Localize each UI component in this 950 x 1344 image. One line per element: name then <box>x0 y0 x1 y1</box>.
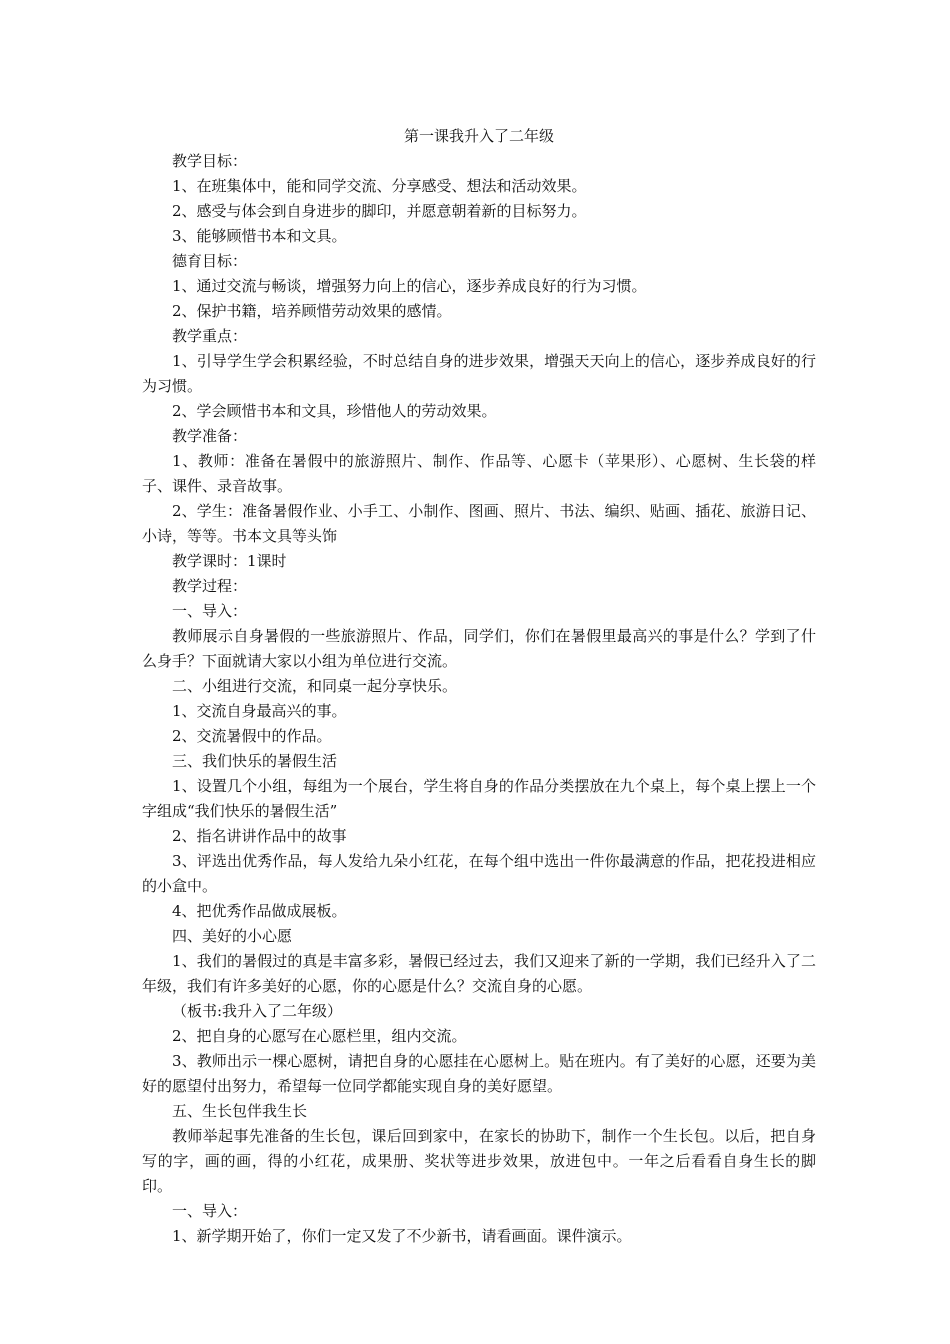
document-title: 第一课我升入了二年级 <box>403 127 554 145</box>
paragraph: 二、小组进行交流，和同桌一起分享快乐。 <box>172 677 458 695</box>
paragraph: （板书:我升入了二年级） <box>172 1002 343 1020</box>
paragraph: 教学过程： <box>172 577 248 595</box>
paragraph: 1、教师：准备在暑假中的旅游照片、制作、作品等、心愿卡（苹果形）、心愿树、生长袋的样子、课件、录音故事。 <box>142 452 816 495</box>
paragraph: 1、交流自身最高兴的事。 <box>172 702 347 720</box>
paragraph: 德育目标： <box>172 252 248 270</box>
paragraph: 3、能够顾惜书本和文具。 <box>172 227 347 245</box>
paragraph: 3、教师出示一棵心愿树，请把自身的心愿挂在心愿树上。贴在班内。有了美好的心愿，还要为美好的愿望付出努力，希望每一位同学都能实现自身的美好愿望。 <box>142 1052 816 1095</box>
paragraph: 一、导入： <box>172 602 248 620</box>
paragraph: 1、通过交流与畅谈，增强努力向上的信心，逐步养成良好的行为习惯。 <box>172 277 647 295</box>
paragraph: 一、导入： <box>172 1202 248 1220</box>
paragraph: 1、在班集体中，能和同学交流、分享感受、想法和活动效果。 <box>172 177 587 195</box>
paragraph: 三、我们快乐的暑假生活 <box>172 752 338 770</box>
paragraph: 1、设置几个小组，每组为一个展台，学生将自身的作品分类摆放在九个桌上，每个桌上摆上一个字组成“我们快乐的暑假生活” <box>142 777 816 820</box>
paragraph: 2、保护书籍，培养顾惜劳动效果的感情。 <box>172 302 452 320</box>
paragraph: 教学准备： <box>172 427 248 445</box>
paragraph: 教学课时：1课时 <box>172 552 287 570</box>
paragraph: 3、评选出优秀作品，每人发给九朵小红花，在每个组中选出一件你最满意的作品，把花投进相应的小盒中。 <box>142 852 816 895</box>
paragraph: 2、感受与体会到自身进步的脚印，并愿意朝着新的目标努力。 <box>172 202 587 220</box>
paragraph: 1、我们的暑假过的真是丰富多彩，暑假已经过去，我们又迎来了新的一学期，我们已经升入了二年级，我们有许多美好的心愿，你的心愿是什么？交流自身的心愿。 <box>142 952 816 995</box>
paragraph: 1、引导学生学会积累经验，不时总结自身的进步效果，增强天天向上的信心，逐步养成良好的行为习惯。 <box>142 352 816 395</box>
paragraph: 四、美好的小心愿 <box>172 927 293 945</box>
paragraph: 教学目标： <box>172 152 248 170</box>
paragraph: 教师展示自身暑假的一些旅游照片、作品，同学们，你们在暑假里最高兴的事是什么？学到了什么身手？下面就请大家以小组为单位进行交流。 <box>142 627 816 670</box>
paragraph: 2、学会顾惜书本和文具，珍惜他人的劳动效果。 <box>172 402 497 420</box>
paragraph: 2、指名讲讲作品中的故事 <box>172 827 347 845</box>
paragraph: 2、把自身的心愿写在心愿栏里，组内交流。 <box>172 1027 467 1045</box>
paragraph: 4、把优秀作品做成展板。 <box>172 902 347 920</box>
paragraph: 2、交流暑假中的作品。 <box>172 727 332 745</box>
document-body <box>142 149 816 1249</box>
paragraph: 教师举起事先准备的生长包，课后回到家中，在家长的协助下，制作一个生长包。以后，把自身写的字，画的画，得的小红花，成果册、奖状等进步效果，放进包中。一年之后看看自身生长的脚印。 <box>142 1127 816 1195</box>
paragraph: 教学重点： <box>172 327 248 345</box>
paragraph: 2、学生：准备暑假作业、小手工、小制作、图画、照片、书法、编织、贴画、插花、旅游日记、小诗，等等。书本文具等头饰 <box>142 502 816 545</box>
paragraph: 1、新学期开始了，你们一定又发了不少新书，请看画面。课件演示。 <box>172 1227 632 1245</box>
document-page <box>142 124 816 1249</box>
paragraph: 五、生长包伴我生长 <box>172 1102 308 1120</box>
